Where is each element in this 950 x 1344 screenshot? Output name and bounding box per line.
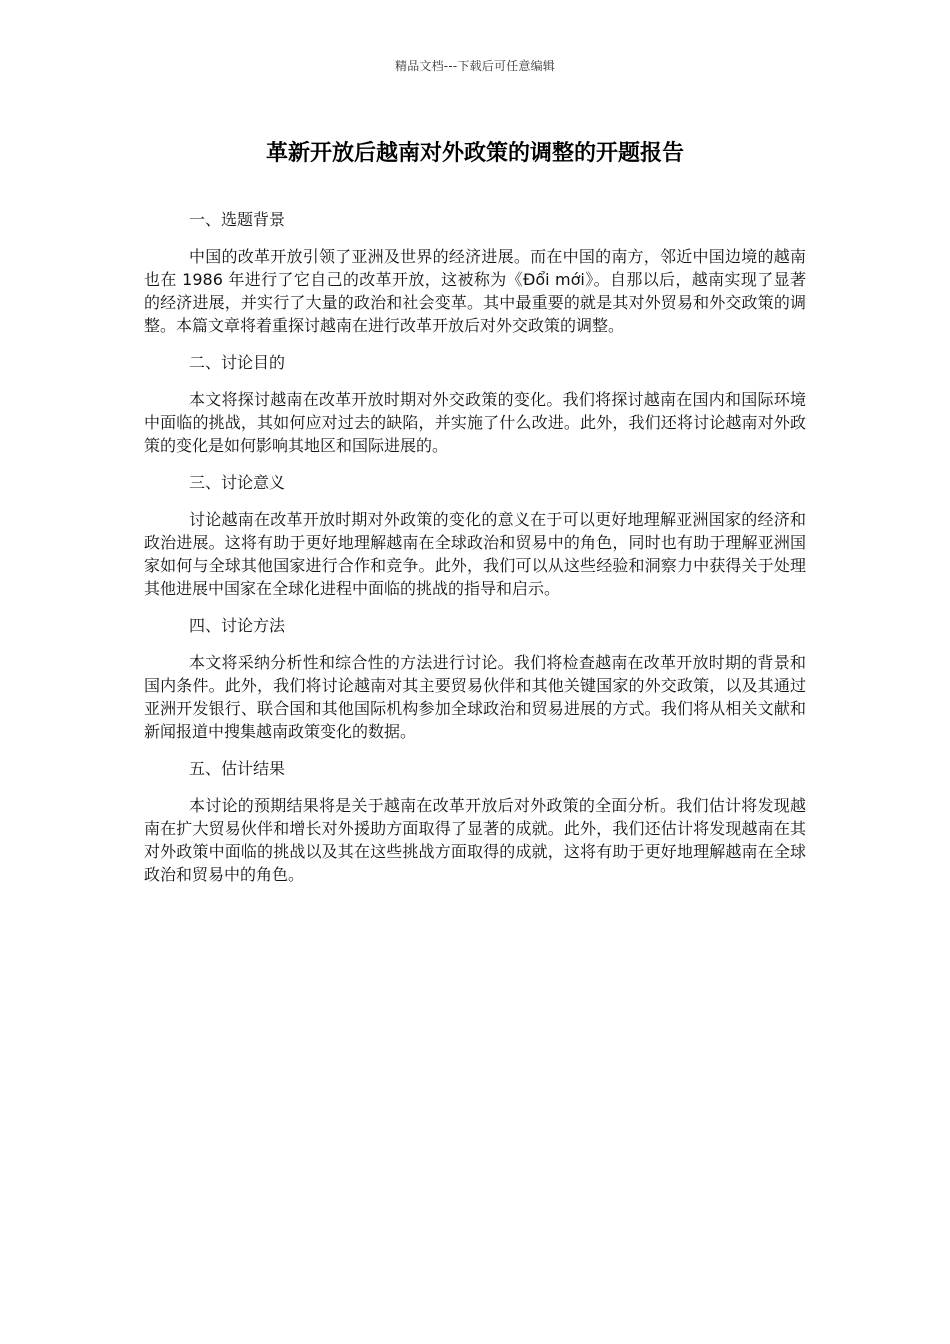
section-paragraph-method: 本文将采纳分析性和综合性的方法进行讨论。我们将检查越南在改革开放时期的背景和国内条件。此外，我们将讨论越南对其主要贸易伙伴和其他关键国家的外交政策，以及其通过亚洲开发银行、联合国和其他国际机构参加全球政治和贸易进展的方式。我们将从相关文献和新闻报道中搜集越南政策变化的数据。: [144, 653, 806, 741]
document-body: [144, 208, 806, 900]
section-paragraph-expected-results: 本讨论的预期结果将是关于越南在改革开放后对外政策的全面分析。我们估计将发现越南在扩大贸易伙伴和增长对外援助方面取得了显著的成就。此外，我们还估计将发现越南在其对外政策中面临的挑战以及其在这些挑战方面取得的成就，这将有助于更好地理解越南在全球政治和贸易中的角色。: [144, 796, 806, 884]
section-heading-expected-results: 五、估计结果: [189, 759, 286, 778]
section-paragraph-purpose: 本文将探讨越南在改革开放时期对外交政策的变化。我们将探讨越南在国内和国际环境中面临的挑战，其如何应对过去的缺陷，并实施了什么改进。此外，我们还将讨论越南对外政策的变化是如何影响其地区和国际进展的。: [144, 390, 806, 455]
section-paragraph-background: 中国的改革开放引领了亚洲及世界的经济进展。而在中国的南方，邻近中国边境的越南也在 1986 年进行了它自己的改革开放，这被称为《Đổi mới》。自那以后，越南实现了显著的经济进展，并实行了大量的政治和社会变革。其中最重要的就是其对外贸易和外交政策的调整。本篇文章将着重探讨越南在进行改革开放后对外交政策的调整。: [144, 247, 806, 335]
section-heading-method: 四、讨论方法: [189, 616, 286, 635]
section-heading-purpose: 二、讨论目的: [189, 353, 286, 372]
section-paragraph-significance: 讨论越南在改革开放时期对外政策的变化的意义在于可以更好地理解亚洲国家的经济和政治进展。这将有助于更好地理解越南在全球政治和贸易中的角色，同时也有助于理解亚洲国家如何与全球其他国家进行合作和竞争。此外，我们可以从这些经验和洞察力中获得关于处理其他进展中国家在全球化进程中面临的挑战的指导和启示。: [144, 510, 806, 598]
header-watermark: 精品文档---下载后可任意编辑: [395, 59, 555, 73]
section-heading-significance: 三、讨论意义: [189, 473, 286, 492]
document-title: 革新开放后越南对外政策的调整的开题报告: [265, 141, 684, 166]
section-heading-background: 一、选题背景: [189, 210, 286, 229]
